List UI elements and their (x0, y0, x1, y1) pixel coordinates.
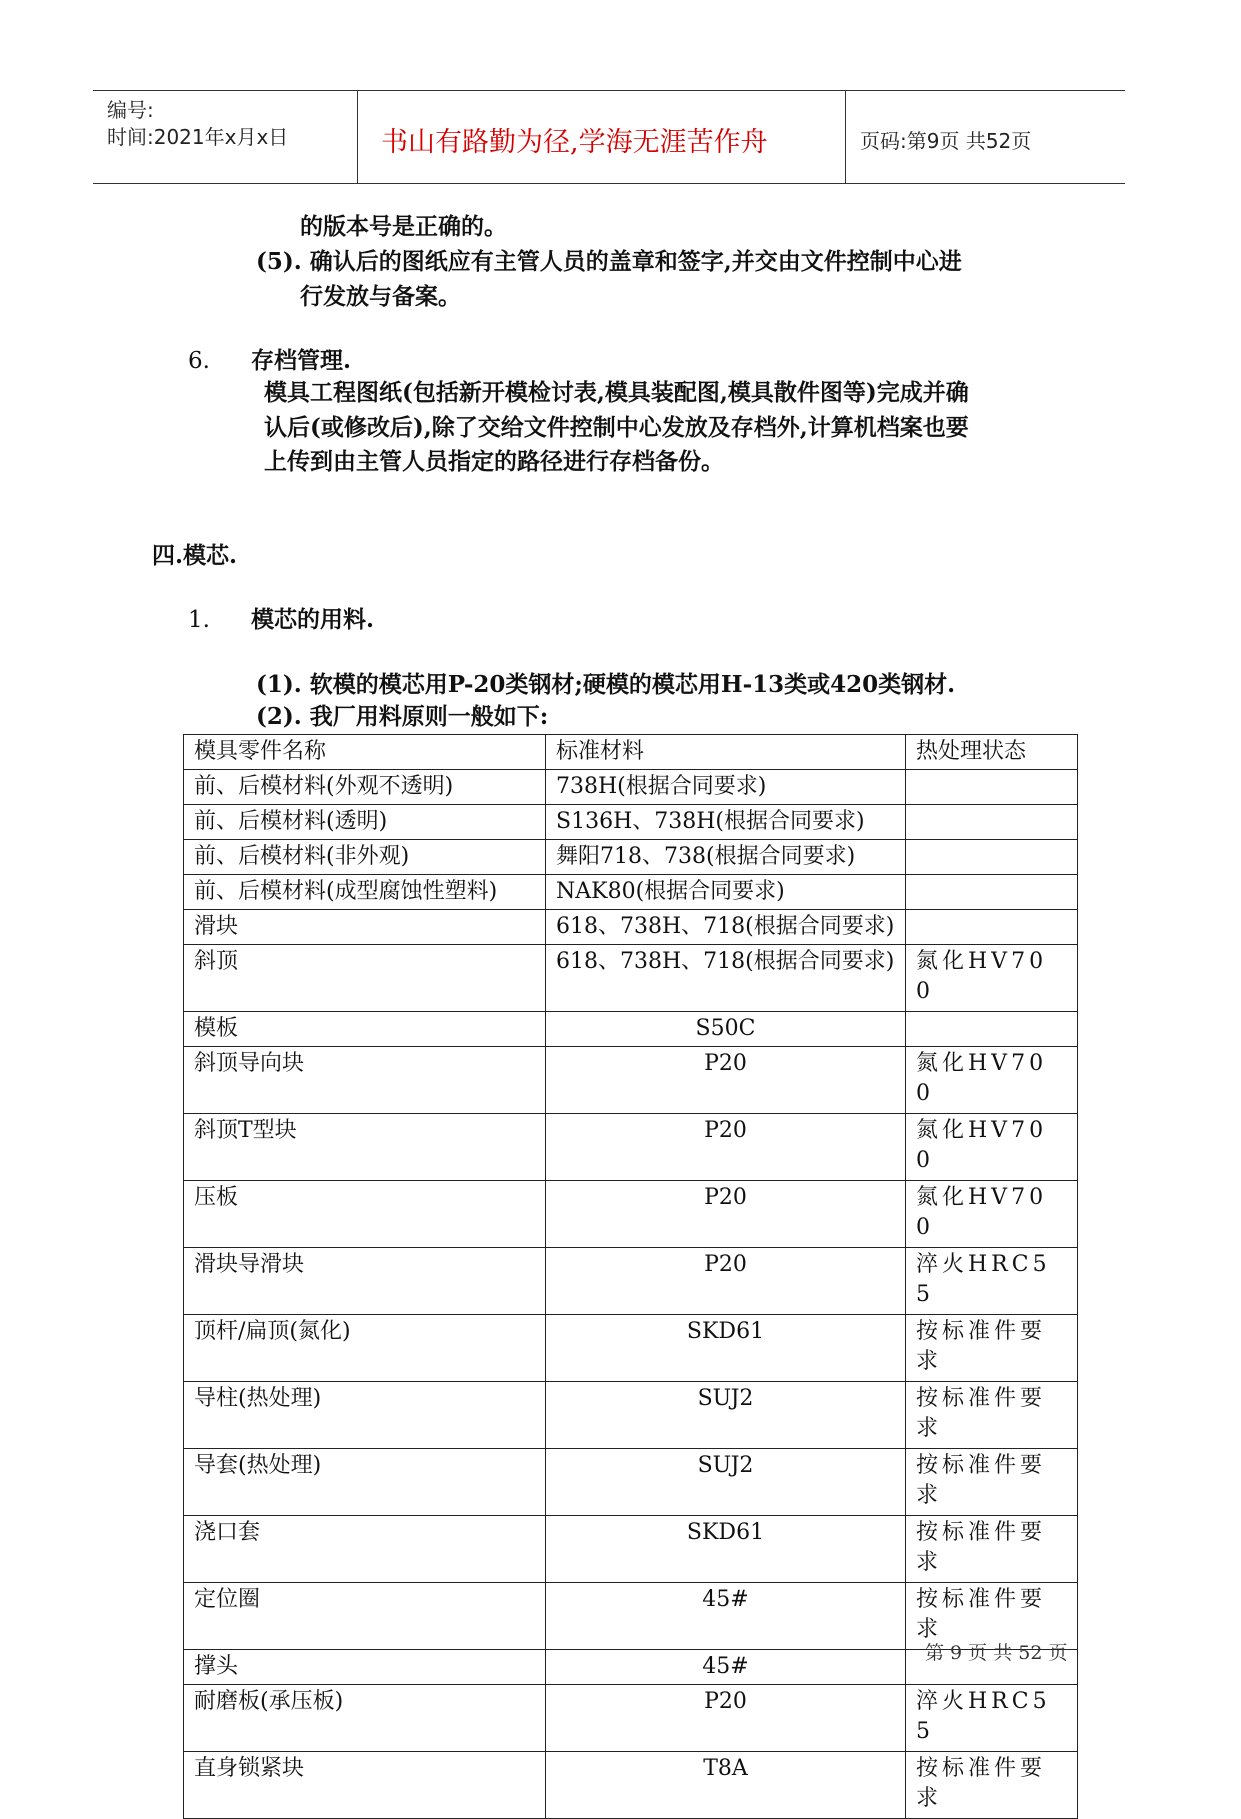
material-cell: SKD61 (546, 1315, 906, 1382)
item6-paragraph-line2: 认后(或修改后),除了交给文件控制中心发放及存档外,计算机档案也要 (264, 414, 969, 441)
heat-treatment-cell (906, 910, 1078, 945)
table-row (184, 1752, 1078, 1819)
heat-treatment-text: 氮化HV700 (916, 1051, 1048, 1106)
sub1-item2: (2). 我厂用料原则一般如下: (256, 703, 549, 730)
part-name-cell: 斜顶 (184, 945, 546, 1012)
header-serial-label: 编号: (107, 98, 154, 122)
material-cell: 45# (546, 1583, 906, 1650)
material-cell: P20 (546, 1248, 906, 1315)
heat-treatment-cell (906, 1752, 1078, 1819)
part-name-cell: 前、后模材料(外观不透明) (184, 770, 546, 805)
material-cell: P20 (546, 1047, 906, 1114)
material-cell: NAK80(根据合同要求) (546, 875, 906, 910)
heat-treatment-cell (906, 770, 1078, 805)
part-name-cell: 模板 (184, 1012, 546, 1047)
heat-treatment-cell (906, 1012, 1078, 1047)
table-row (184, 1685, 1078, 1752)
table-header-cell: 标准材料 (546, 735, 906, 770)
table-row (184, 945, 1078, 1012)
table-row (184, 1114, 1078, 1181)
material-cell: P20 (546, 1685, 906, 1752)
part-name-cell: 导柱(热处理) (184, 1382, 546, 1449)
sub1-item1: (1). 软模的模芯用P-20类钢材;硬模的模芯用H-13类或420类钢材. (256, 671, 956, 698)
table-row (184, 1181, 1078, 1248)
table-row (184, 840, 1078, 875)
item6-title: 存档管理. (251, 347, 352, 374)
part-name-cell: 浇口套 (184, 1516, 546, 1583)
part-name-cell: 定位圈 (184, 1583, 546, 1650)
heat-treatment-text: 氮化HV700 (916, 1118, 1048, 1173)
table-header-cell: 热处理状态 (906, 735, 1078, 770)
heat-treatment-text: 按标准件要求 (916, 1587, 1047, 1642)
material-cell: 618、738H、718(根据合同要求) (546, 910, 906, 945)
part-name-cell: 压板 (184, 1181, 546, 1248)
item6-paragraph-line3: 上传到由主管人员指定的路径进行存档备份。 (264, 448, 724, 475)
part-name-cell: 顶杆/扁顶(氮化) (184, 1315, 546, 1382)
item6-paragraph-line1: 模具工程图纸(包括新开模检讨表,模具装配图,模具散件图等)完成并确 (264, 379, 969, 406)
table-row (184, 1248, 1078, 1315)
table-row (184, 805, 1078, 840)
material-cell: P20 (546, 1114, 906, 1181)
part-name-cell: 斜顶导向块 (184, 1047, 546, 1114)
heat-treatment-cell (906, 1449, 1078, 1516)
heat-treatment-text: 按标准件要求 (916, 1386, 1047, 1441)
sub1-title: 模芯的用料. (251, 606, 375, 633)
heat-treatment-cell (906, 1685, 1078, 1752)
heat-treatment-cell (906, 1248, 1078, 1315)
part-name-cell: 前、后模材料(成型腐蚀性塑料) (184, 875, 546, 910)
heat-treatment-text: 氮化HV700 (916, 949, 1048, 1004)
heat-treatment-cell (906, 945, 1078, 1012)
part-name-cell: 导套(热处理) (184, 1449, 546, 1516)
part-name-cell: 滑块导滑块 (184, 1248, 546, 1315)
table-header-cell: 模具零件名称 (184, 735, 546, 770)
material-cell: 618、738H、718(根据合同要求) (546, 945, 906, 1012)
heat-treatment-text: 按标准件要求 (916, 1319, 1047, 1374)
table-row (184, 910, 1078, 945)
part-name-cell: 滑块 (184, 910, 546, 945)
header-divider-right (845, 90, 846, 183)
part-name-cell: 耐磨板(承压板) (184, 1685, 546, 1752)
heat-treatment-text: 按标准件要求 (916, 1453, 1047, 1508)
table-header-row (184, 735, 1078, 770)
heat-treatment-cell (906, 875, 1078, 910)
section4-heading: 四.模芯. (152, 542, 238, 569)
material-cell: T8A (546, 1752, 906, 1819)
material-cell: SUJ2 (546, 1449, 906, 1516)
heat-treatment-cell (906, 1181, 1078, 1248)
item6-number: 6. (188, 348, 210, 374)
table-row (184, 1315, 1078, 1382)
material-cell: SUJ2 (546, 1382, 906, 1449)
heat-treatment-cell (906, 1382, 1078, 1449)
header-page-label: 页码:第9页 共52页 (860, 129, 1032, 153)
header-motto: 书山有路勤为径,学海无涯苦作舟 (381, 127, 768, 158)
heat-treatment-cell (906, 1114, 1078, 1181)
header-top-rule (93, 90, 1125, 91)
part-name-cell: 斜顶T型块 (184, 1114, 546, 1181)
table-row (184, 1047, 1078, 1114)
material-cell: 738H(根据合同要求) (546, 770, 906, 805)
heat-treatment-text: 淬火HRC55 (916, 1252, 1051, 1307)
heat-treatment-cell (906, 1315, 1078, 1382)
table-row (184, 1516, 1078, 1583)
line-continuation: 的版本号是正确的。 (300, 213, 507, 240)
heat-treatment-text: 按标准件要求 (916, 1756, 1047, 1811)
heat-treatment-text: 淬火HRC55 (916, 1689, 1051, 1744)
material-cell: S136H、738H(根据合同要求) (546, 805, 906, 840)
table-row (184, 875, 1078, 910)
heat-treatment-cell (906, 840, 1078, 875)
material-cell: 45# (546, 1650, 906, 1685)
part-name-cell: 撑头 (184, 1650, 546, 1685)
table-row (184, 1012, 1078, 1047)
item5-line1: (5). 确认后的图纸应有主管人员的盖章和签字,并交由文件控制中心进 (256, 248, 962, 275)
heat-treatment-cell (906, 805, 1078, 840)
item5-line2: 行发放与备案。 (300, 283, 461, 310)
heat-treatment-cell (906, 1516, 1078, 1583)
part-name-cell: 直身锁紧块 (184, 1752, 546, 1819)
header-divider-left (357, 90, 358, 183)
table-row (184, 1382, 1078, 1449)
material-cell: P20 (546, 1181, 906, 1248)
material-cell: S50C (546, 1012, 906, 1047)
heat-treatment-text: 氮化HV700 (916, 1185, 1048, 1240)
header-time-label: 时间:2021年x月x日 (107, 125, 289, 149)
part-name-cell: 前、后模材料(非外观) (184, 840, 546, 875)
table-row (184, 1449, 1078, 1516)
heat-treatment-cell (906, 1047, 1078, 1114)
material-cell: SKD61 (546, 1516, 906, 1583)
material-cell: 舞阳718、738(根据合同要求) (546, 840, 906, 875)
header-bottom-rule (93, 183, 1125, 184)
heat-treatment-text: 按标准件要求 (916, 1520, 1047, 1575)
footer-page-number: 第 9 页 共 52 页 (925, 1642, 1068, 1664)
sub1-number: 1. (188, 607, 210, 633)
part-name-cell: 前、后模材料(透明) (184, 805, 546, 840)
table-row (184, 770, 1078, 805)
